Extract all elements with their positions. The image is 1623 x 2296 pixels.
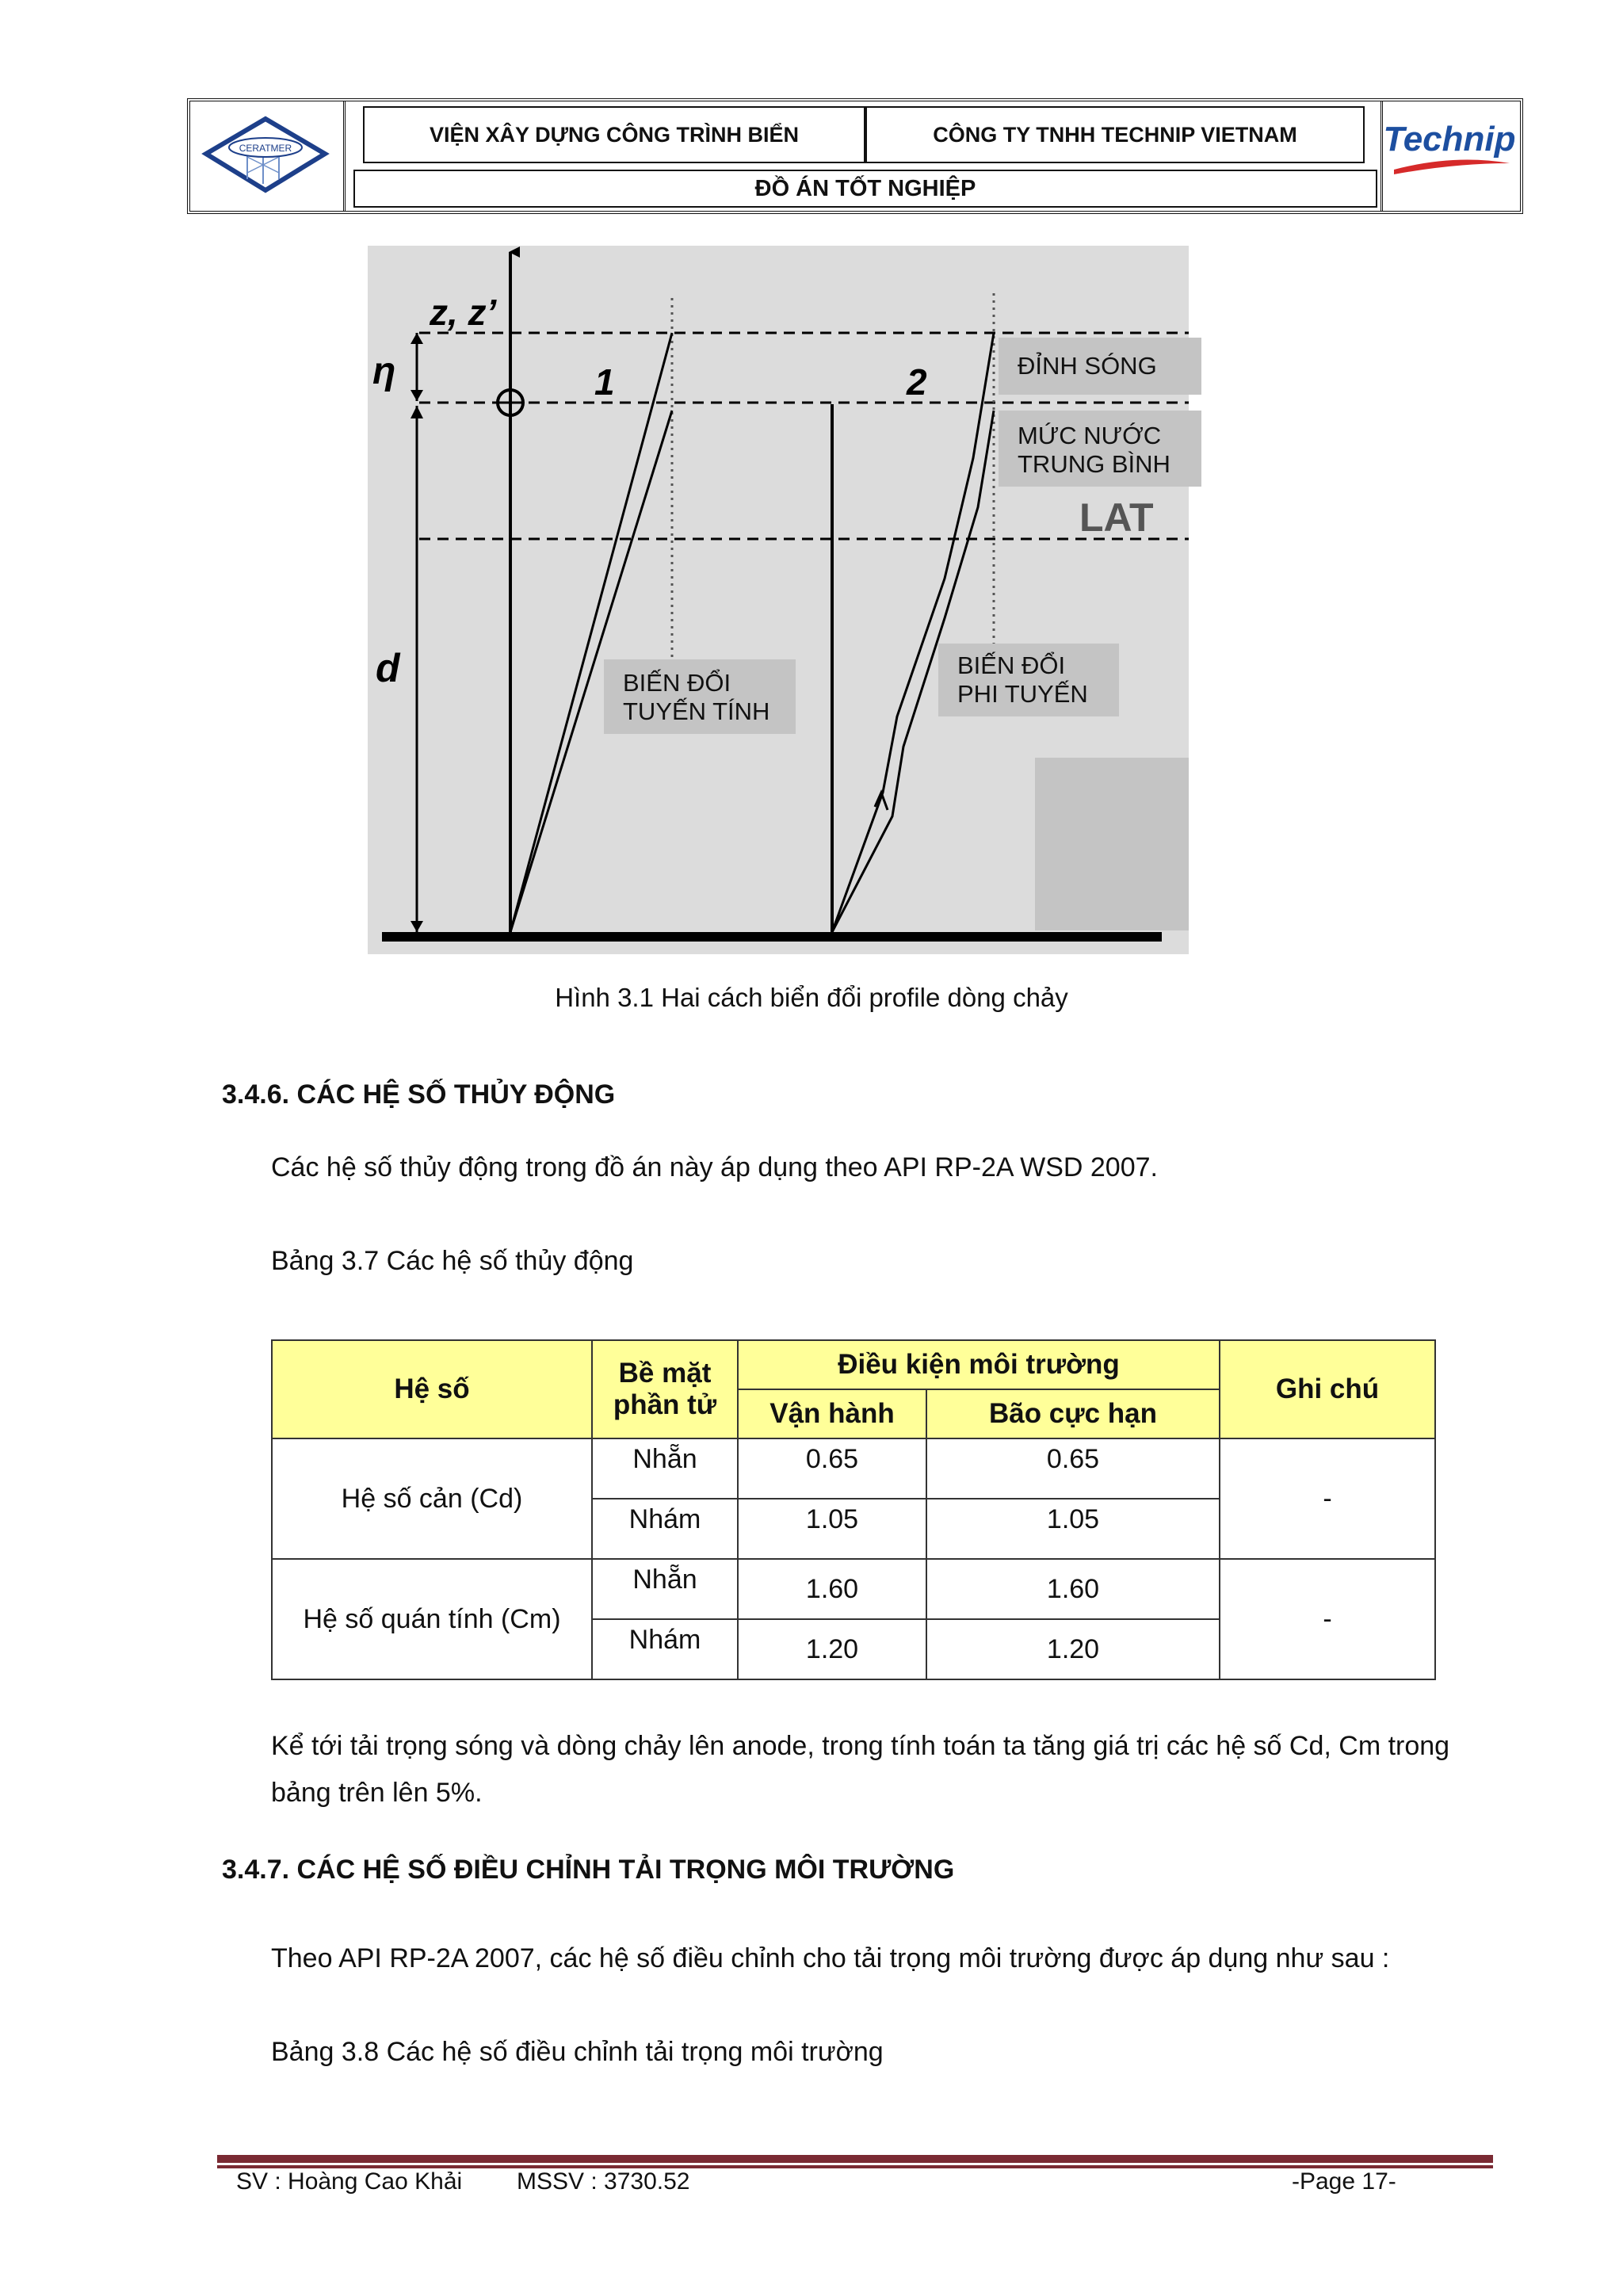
ceratmer-logo-icon <box>190 101 341 206</box>
header-surface: Bề mặt phần tử <box>592 1340 738 1438</box>
section-347-text: Theo API RP-2A 2007, các hệ số điều chỉnh cho tải trọng môi trường được áp dụng như sau : <box>271 1943 1390 1973</box>
section-347-heading: 3.4.7. CÁC HỆ SỐ ĐIỀU CHỈNH TẢI TRỌNG MÔI TRƯỜNG <box>222 1855 955 1885</box>
storm-value: 1.05 <box>926 1499 1220 1559</box>
surface-cell: Nhám <box>592 1499 738 1559</box>
footer-rule <box>217 2155 1493 2163</box>
org-left: VIỆN XÂY DỰNG CÔNG TRÌNH BIỂN <box>363 106 865 163</box>
technip-logo-icon <box>1383 101 1518 206</box>
operating-value: 1.05 <box>738 1499 926 1559</box>
profile-1-label: 1 <box>594 361 615 403</box>
footer-student-id: MSSV : 3730.52 <box>517 2168 690 2195</box>
depth-label: d <box>376 646 400 690</box>
surface-cell: Nhám <box>592 1619 738 1679</box>
figure-caption: Hình 3.1 Hai cách biển đổi profile dòng chảy <box>555 983 1068 1012</box>
eta-label: η <box>372 350 396 392</box>
ceratmer-logo-text: CERATMER <box>239 143 292 154</box>
org-right: CÔNG TY TNHH TECHNIP VIETNAM <box>865 106 1365 163</box>
operating-value: 1.20 <box>738 1619 926 1679</box>
section-346-heading: 3.4.6. CÁC HỆ SỐ THỦY ĐỘNG <box>222 1079 616 1110</box>
header-storm: Bão cực hạn <box>926 1389 1220 1438</box>
coef-name-cd: Hệ số cản (Cd) <box>272 1438 592 1559</box>
operating-value: 0.65 <box>738 1438 926 1499</box>
z-label: z, z’ <box>430 292 497 333</box>
header-condition: Điều kiện môi trường <box>738 1340 1220 1389</box>
page-header <box>187 98 1523 214</box>
label-linear-stretch: BIẾN ĐỔI TUYẾN TÍNH <box>604 659 796 734</box>
label-crest: ĐỈNH SÓNG <box>999 338 1201 395</box>
footer-page-number: -Page 17- <box>1292 2168 1396 2195</box>
section-346-text: Các hệ số thủy động trong đồ án này áp dụng theo API RP-2A WSD 2007. <box>271 1152 1158 1182</box>
ceratmer-logo <box>190 101 346 211</box>
operating-value: 1.60 <box>738 1559 926 1619</box>
note-cell: - <box>1220 1438 1435 1559</box>
hydrodynamic-coefficients-table <box>271 1339 1436 1680</box>
label-nonlinear-stretch: BIẾN ĐỔI PHI TUYẾN <box>938 644 1119 716</box>
header-coef: Hệ số <box>272 1340 592 1438</box>
technip-logo <box>1381 101 1520 211</box>
profile-2-label: 2 <box>907 361 927 403</box>
footer-student: SV : Hoàng Cao Khải <box>236 2168 463 2195</box>
technip-logo-text: Technip <box>1383 120 1516 159</box>
table-38-caption: Bảng 3.8 Các hệ số điều chỉnh tải trọng môi trường <box>271 2037 884 2067</box>
header-note: Ghi chú <box>1220 1340 1435 1438</box>
surface-cell: Nhẵn <box>592 1559 738 1619</box>
lat-label: LAT <box>1079 495 1154 540</box>
after-table-text: Kể tới tải trọng sóng và dòng chảy lên anode, trong tính toán ta tăng giá trị các hệ số Cd, Cm trong bảng trên lên 5%. <box>271 1731 1450 1808</box>
storm-value: 1.60 <box>926 1559 1220 1619</box>
table-37-caption: Bảng 3.7 Các hệ số thủy động <box>271 1246 634 1276</box>
surface-cell: Nhẵn <box>592 1438 738 1499</box>
label-mean-water-level: MỨC NƯỚC TRUNG BÌNH <box>999 411 1201 487</box>
doc-title: ĐỒ ÁN TỐT NGHIỆP <box>353 170 1377 208</box>
header-operating: Vận hành <box>738 1389 926 1438</box>
coef-name-cm: Hệ số quán tính (Cm) <box>272 1559 592 1679</box>
storm-value: 0.65 <box>926 1438 1220 1499</box>
storm-value: 1.20 <box>926 1619 1220 1679</box>
note-cell: - <box>1220 1559 1435 1679</box>
current-profile-figure <box>368 246 1189 954</box>
